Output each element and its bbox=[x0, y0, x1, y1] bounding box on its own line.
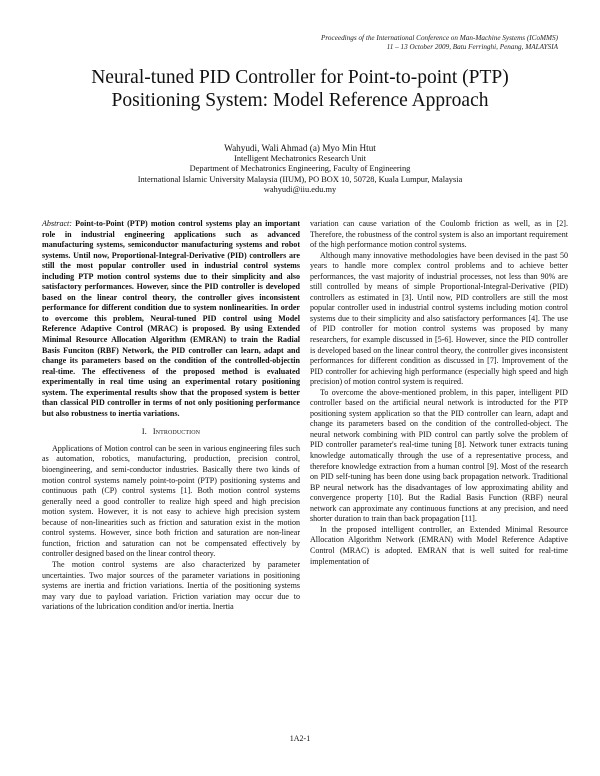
conference-header-line-1: Proceedings of the International Conference on Man-Machine Systems (ICoMMS) bbox=[321, 34, 558, 42]
author-email: wahyudi@iiu.edu.my bbox=[263, 184, 337, 194]
paper-title-line-2: Positioning System: Model Reference Approach bbox=[111, 90, 489, 111]
author-university: International Islamic University Malaysia (IIUM), PO BOX 10, 50728, Kuala Lumpur, Malaysia bbox=[137, 174, 463, 184]
author-department: Department of Mechatronics Engineering, Faculty of Engineering bbox=[189, 164, 411, 174]
page-number: 1A2-1 bbox=[289, 734, 311, 743]
abstract-text: Point-to-Point (PTP) motion control systems play an important role in industrial engineering applications such as advanced manufacturing systems, semiconductor manufacturing systems and robot systems. Until now, Proportional-Integral-Derivative (PID) controllers are still the most popular controller used in industrial control systems including PTP motion control systems due to their simplicity and also satisfactory performances. However, since the PID controller is developed based on the linear control theory, the controller gives inconsistent performance for different condition due to system nonlinearities. In order to overcome this problem, Neural-tuned PID control using Model Reference Adaptive Control (MRAC) is proposed. By using Extended Minimal Resource Allocation Algorithm (EMRAN) to train the Radial Basis Funciton (RBF) Network, the PID controller can learn, adapt and change its parameters based on the condition of the controlled-objectin real-time. The effectiveness of the proposed method is evaluated experimentally in real time using an experimental rotary positioning system. The experimental results show that the proposed system is better than classical PID controller in terms of not only positioning performance but also robustness to inertia variations. bbox=[42, 219, 300, 418]
paper-title-line-1: Neural-tuned PID Controller for Point-to-point (PTP) bbox=[91, 67, 509, 88]
conference-header bbox=[228, 34, 558, 52]
left-paragraph-2: The motion control systems are also characterized by parameter uncertainties. Two major sources of the parameter variations in positioning systems are inertia and friction variations. Inertia of the positioning systems may vary due to payload variation. Friction variation may occur due to variations of the lubrication condition and/or inertia. Inertia bbox=[42, 559, 300, 612]
right-paragraph-3: To overcome the above-mentioned problem, in this paper, intelligent PID controller based on the artificial neural network is introducted for the PTP positioning system application so that the PID controller can learn, adapt and change its parameters based on the condition of the controlled-object. The neural network combining with PID control can partly solve the problem of PID controller parameter's real-time tuning [8]. Network tuner extracts tuning knowledge automatically through the use of a representative process, and therefore knowledge extraction from a human control [9]. Most of the research on PID self-tuning has been done using back propagation network. Traditional BP neural network has the disadvantages of low approximating ability and convergence property [10]. But the Radial Basis Function (RBF) neural network can approximate any continuous functions at any precision, and need shorter duration to train than back propagation [11]. bbox=[310, 387, 568, 524]
paper-title bbox=[40, 66, 560, 112]
author-block bbox=[40, 143, 560, 195]
abstract-label: Abstract: bbox=[42, 219, 72, 228]
abstract bbox=[42, 219, 300, 419]
right-paragraph-2: Although many innovative methodologies have been devised in the past 50 years to handle more complex control problems and to achieve better performances, the vast majority of industrial processes, not less than 90% are still controlled by means of simple Proportional-Integral-Derivative (PID) controllers as estimated in [3]. Until now, PID controllers are still the most popular controller used in industrial control systems including motion control systems due to their simplicity and also satisfactory performances [4]. The use of PID controller for motion control systems was proposed by many researchers, for example discussed in [5-6]. However, since the PID controller is developed based on the linear control theory, the controller gives inconsistent performances for different condition as discussed in [7]. Improvement of the PID controller for achieving high performance (especially high speed and high precision) of motion control system is required. bbox=[310, 250, 568, 387]
section-title: Introduction bbox=[152, 427, 201, 437]
left-column bbox=[42, 219, 300, 613]
author-unit: Intelligent Mechatronics Research Unit bbox=[234, 154, 366, 163]
section-heading-introduction bbox=[42, 427, 300, 438]
author-names: Wahyudi, Wali Ahmad (a) Myo Min Htut bbox=[224, 143, 376, 153]
right-paragraph-1: variation can cause variation of the Coulomb friction as well, as in [2]. Therefore, the robustness of the control system is also an important requirement of the high performance motion control systems. bbox=[310, 219, 568, 250]
left-paragraph-1: Applications of Motion control can be seen in various engineering files such as automation, robotics, manufacturing, production, precision control, bioengineering, and semi-conductor industries. Basically there two kinds of motion control systems namely point-to-point (PTP) positioning systems and continuous path (CP) control systems [1]. Both motion control systems generally need a good controller to realize high speed and high precision motion system. However, it is not easy to achieve high precision system because of non-linearities such as friction and saturation exist in the motion control systems. However, since both friction and saturation are non-linear function, friction and saturation can not be compensated effectively by controller designed based on the linear control theory. bbox=[42, 443, 300, 559]
section-number: I. bbox=[141, 427, 147, 437]
right-paragraph-4: In the proposed intelligent controller, an Extended Minimal Resource Allocation Algorithm Network (EMRAN) with Model Reference Adaptive Control (MRAC) is adopted. EMRAN that is well suited for real-time implementation of bbox=[310, 524, 568, 566]
conference-header-line-2: 11 – 13 October 2009, Batu Ferringhi, Penang, MALAYSIA bbox=[386, 43, 558, 51]
right-column bbox=[310, 219, 568, 567]
